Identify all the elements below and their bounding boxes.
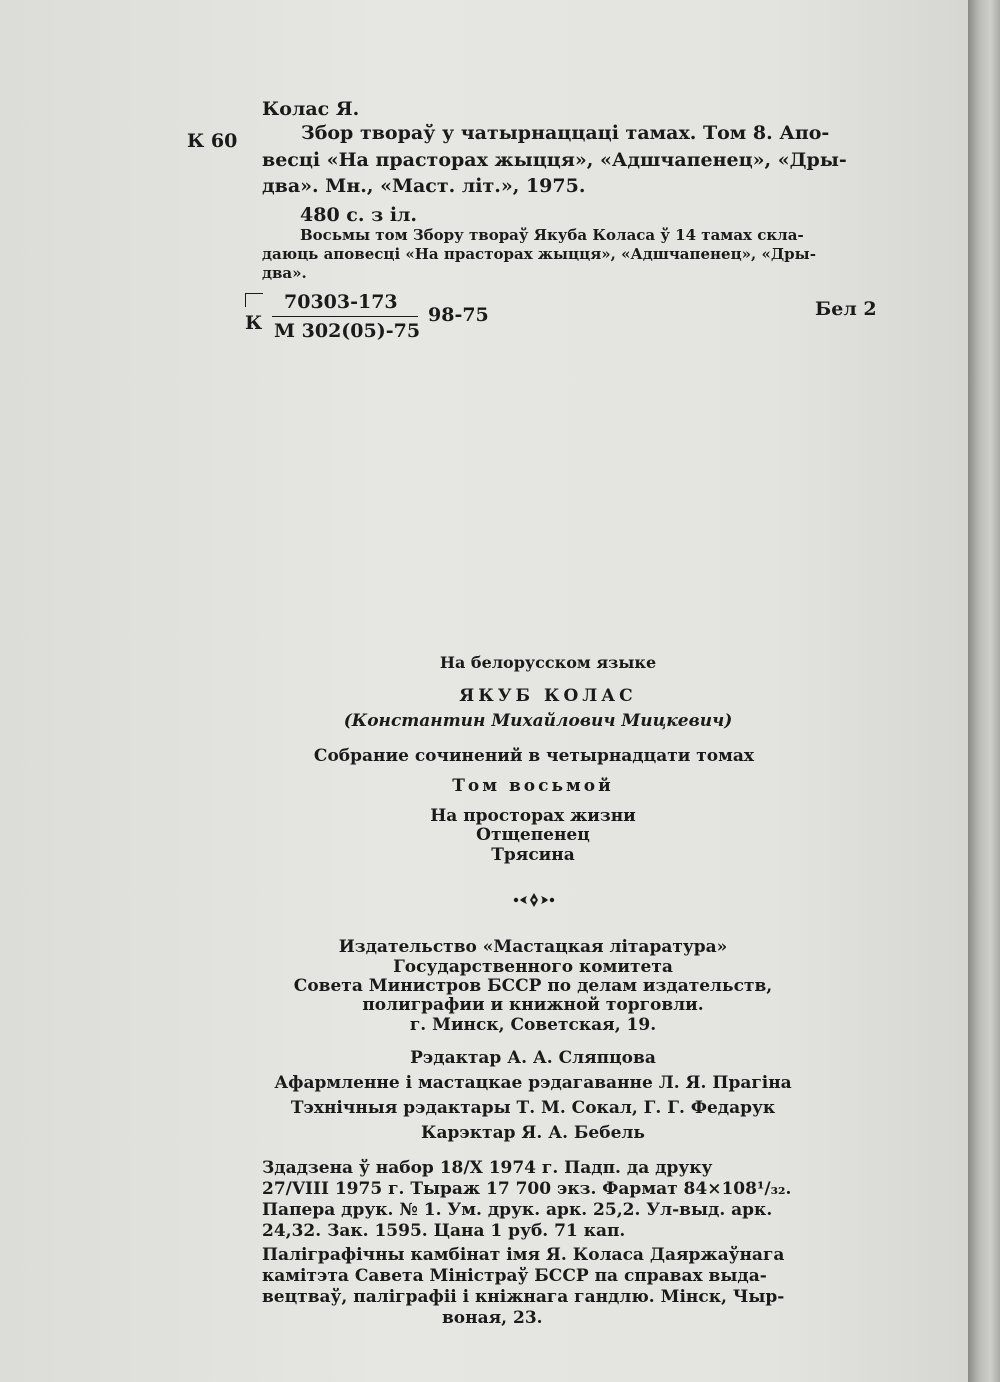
card-author: Колас Я. xyxy=(262,98,360,120)
volume-title: Том восьмой xyxy=(452,776,614,796)
credit-tech-editors: Тэхнічныя рэдактары Т. М. Сокал, Г. Г. Федарук xyxy=(290,1098,776,1118)
printer-line-2: камітэта Савета Міністраў БССР па справах выда- xyxy=(262,1266,767,1286)
credit-editor: Рэдактар А. А. Сляпцова xyxy=(410,1048,656,1068)
print-line-1: Здадзена ў набор 18/X 1974 г. Падп. да друку xyxy=(262,1158,713,1178)
printer-block xyxy=(262,1245,784,1329)
language-note: На белорусском языке xyxy=(439,653,657,672)
card-bbk: Бел 2 xyxy=(815,298,877,320)
printer-line-3: вецтваў, паліграфіі і кніжнага гандлю. Мінск, Чыр- xyxy=(262,1287,785,1307)
publisher-line-1: Издательство «Мастацкая літаратура» xyxy=(338,937,728,957)
card-title-line-1: Збор твораў у чатырнаццаці тамах. Том 8. Апо- xyxy=(301,122,830,144)
author-name: ЯКУБ КОЛАС xyxy=(459,686,637,706)
credit-proofreader: Карэктар Я. А. Бебель xyxy=(421,1123,645,1143)
card-annotation-line-3: два». xyxy=(262,264,307,282)
publisher-line-3: Совета Министров БССР по делам издательств, xyxy=(293,976,773,996)
card-pages: 480 с. з іл. xyxy=(300,204,418,226)
print-line-4: 24,32. Зак. 1595. Цана 1 руб. 71 кап. xyxy=(262,1221,626,1241)
ornament-icon xyxy=(512,891,556,909)
code-fraction-line xyxy=(272,316,418,317)
print-line-2: 27/VIII 1975 г. Тыраж 17 700 экз. Фармат 84×108¹/₃₂. xyxy=(262,1179,792,1199)
card-code-numerator: 70303-173 xyxy=(284,291,398,313)
printer-line-4: воная, 23. xyxy=(442,1308,543,1328)
publisher-line-5: г. Минск, Советская, 19. xyxy=(409,1015,657,1035)
card-annotation-line-1: Восьмы том Збору твораў Якуба Коласа ў 14 тамах скла- xyxy=(300,226,804,244)
printer-line-1: Паліграфічны камбінат імя Я. Коласа Даяржаўнага xyxy=(262,1245,785,1265)
card-code-denominator: М 302(05)-75 xyxy=(274,320,421,342)
publisher-line-2: Государственного комитета xyxy=(393,957,673,977)
work-2: Отщепенец xyxy=(476,825,590,845)
code-corner-side xyxy=(245,293,246,307)
card-title-line-2: весці «На прасторах жыцця», «Адшчапенец», «Дры- xyxy=(262,149,847,171)
card-index: К 60 xyxy=(187,130,238,152)
card-annotation-line-2: даюць аповесці «На прасторах жыцця», «Адшчапенец», «Дры- xyxy=(262,245,816,263)
card-code-suffix: 98-75 xyxy=(428,304,489,326)
code-corner-top xyxy=(245,293,263,294)
print-data xyxy=(262,1158,791,1242)
work-3: Трясина xyxy=(491,845,575,865)
credit-design: Афармленне і мастацкае рэдагаванне Л. Я. Прагіна xyxy=(274,1073,792,1093)
card-title-line-3: два». Мн., «Маст. літ.», 1975. xyxy=(262,175,586,197)
publisher-line-4: полиграфии и книжной торговли. xyxy=(362,995,704,1015)
collection-title: Собрание сочинений в четырнадцати томах xyxy=(313,746,755,766)
work-1: На просторах жизни xyxy=(430,806,636,826)
card-class-letter: К xyxy=(245,312,263,334)
author-real-name: (Константин Михайлович Мицкевич) xyxy=(343,711,733,731)
print-line-3: Папера друк. № 1. Ум. друк. арк. 25,2. Ул-выд. арк. xyxy=(262,1200,773,1220)
